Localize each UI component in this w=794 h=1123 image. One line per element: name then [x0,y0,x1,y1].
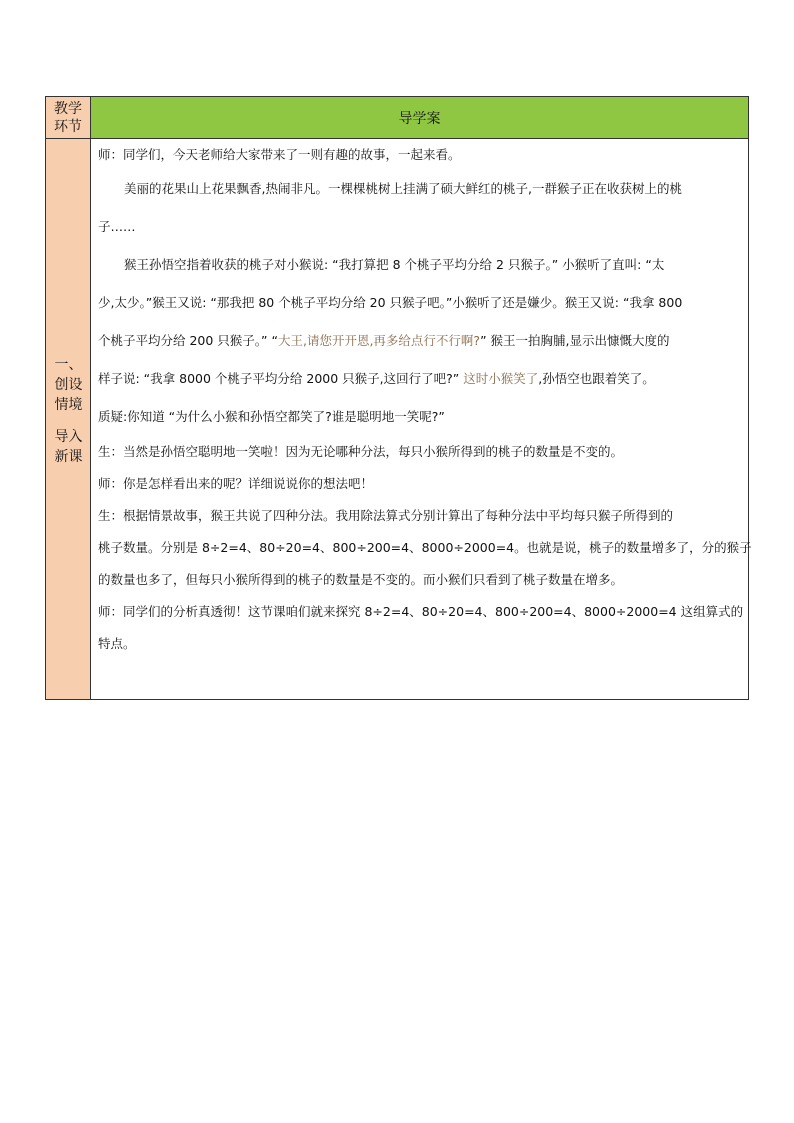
section-part1-line2: 情境 [54,397,83,413]
text-line: 的数量也多了，但每只小猴所得到的桃子的数量是不变的。而小猴们只看到了桃子数量在增多。 [98,572,624,587]
section-label-cell [46,139,91,699]
text-line: 生：当然是孙悟空聪明地一笑啦！因为无论哪种分法，每只小猴所得到的桃子的数量是不变的。 [98,444,624,459]
text-line: 猴王孙悟空指着收获的桃子对小猴说: “我打算把 8 个桃子平均分给 2 只猴子。” 小猴听了直叫: “太 [124,257,665,272]
text-line: 师：你是怎样看出来的呢？详细说说你的想法吧！ [98,476,374,491]
text-segment: ” 猴王一拍胸脯,显示出慷慨大度的 [480,333,670,348]
text-line: 美丽的花果山上花果飘香,热闹非凡。一棵棵桃树上挂满了硕大鲜红的桃子,一群猴子正在收获树上的桃 [124,181,682,196]
section-part1-line1: 创设 [54,377,83,393]
text-segment-highlight: 这时小猴笑了 [463,371,539,386]
header-stage-line1: 教学 [54,100,82,117]
text-line: 师：同学们，今天老师给大家带来了一则有趣的故事，一起来看。 [98,147,461,162]
text-segment: ,孙悟空也跟着笑了。 [538,371,655,386]
text-segment-highlight: 大王,请您开开恩,再多给点行不行啊? [277,333,481,348]
lesson-table [45,96,752,700]
text-segment: 样子说: “我拿 8000 个桃子平均分给 2000 只猴子,这回行了吧?” [98,371,464,386]
text-line [98,322,740,360]
text-line: 质疑:你知道 “为什么小猴和孙悟空都笑了?谁是聪明地一笑呢?” [98,409,445,424]
text-line: 生：根据情景故事，猴王共说了四种分法。我用除法算式分别计算出了每种分法中平均每只猴子所得到的 [98,508,674,523]
text-line: 特点。 [98,636,136,651]
header-stage-line2: 环节 [54,118,82,135]
section-label-group [46,355,91,467]
text-line: 少,太少。”猴王又说: “那我把 80 个桃子平均分给 20 只猴子吧。”小猴听了还是嫌少。猴王又说: “我拿 800 [98,295,683,310]
header-stage-cell [46,97,91,139]
text-line [98,360,740,398]
section-number: 一、 [54,357,83,373]
text-line: 子…… [98,219,136,234]
text-line: 桃子数量。分别是 8÷2=4、80÷20=4、800÷200=4、8000÷2000=4。也就是说，桃子的数量增多了，分的猴子 [98,540,752,555]
header-guide-title: 导学案 [398,110,441,127]
section-part2-line1: 导入 [54,429,83,445]
lesson-content [98,139,752,699]
section-part2-line2: 新课 [54,449,83,465]
text-line: 师：同学们的分析真透彻！这节课咱们就来探究 8÷2=4、80÷20=4、800÷200=4、8000÷2000=4 这组算式的 [98,604,744,619]
text-segment: 个桃子平均分给 200 只猴子。” “ [98,333,278,348]
header-guide-cell [91,97,748,139]
